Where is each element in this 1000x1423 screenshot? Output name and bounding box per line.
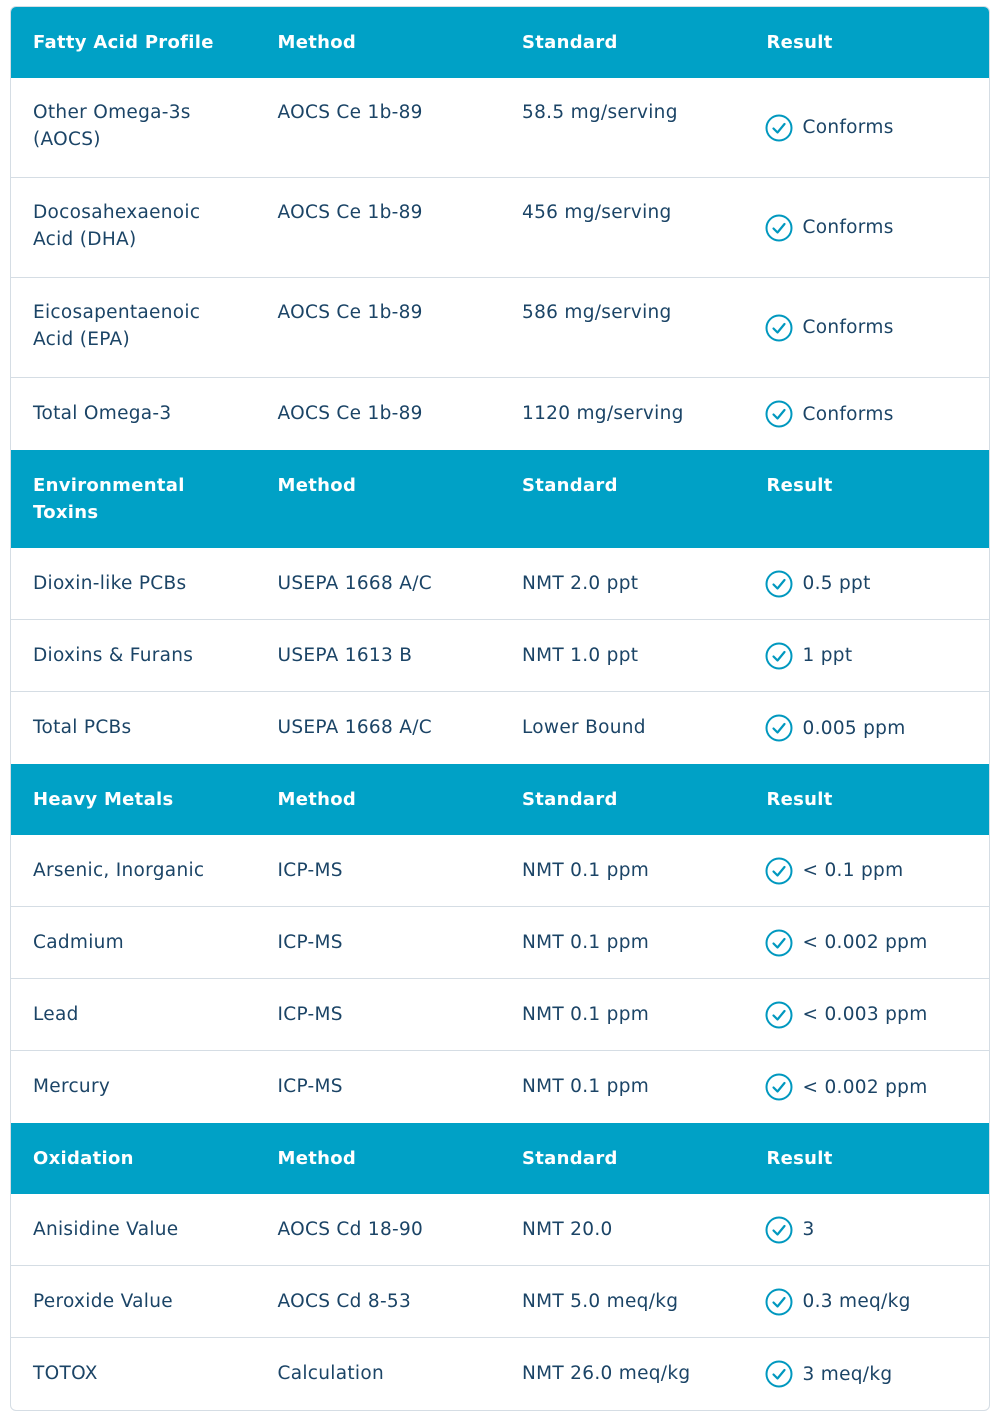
- check-circle-icon: [765, 314, 793, 342]
- method-value: USEPA 1613 B: [277, 645, 413, 666]
- header-method: Method: [277, 789, 357, 810]
- header-category: Fatty Acid Profile: [33, 32, 214, 53]
- section-header-environmental-toxins: [11, 450, 989, 548]
- analyte-name: Dioxin-like PCBs: [33, 573, 187, 594]
- result-value: 0.5 ppt: [802, 573, 871, 594]
- check-circle-icon: [765, 1288, 793, 1316]
- analyte-name: Total PCBs: [33, 717, 132, 738]
- result-cell: [745, 278, 990, 377]
- standard-value: NMT 5.0 meq/kg: [522, 1291, 679, 1312]
- result-value: < 0.002 ppm: [802, 1076, 928, 1098]
- result-cell: [745, 548, 990, 619]
- table-row: [11, 378, 989, 450]
- analyte-name: TOTOX: [33, 1363, 98, 1384]
- header-result: Result: [766, 1148, 833, 1169]
- analyte-name: Lead: [33, 1004, 79, 1025]
- table-row: [11, 979, 989, 1051]
- method-value: ICP-MS: [277, 860, 343, 881]
- check-circle-icon: [765, 1360, 793, 1388]
- analyte-name: Mercury: [33, 1076, 111, 1097]
- result-value: Conforms: [802, 117, 894, 138]
- analyte-name: Peroxide Value: [33, 1291, 173, 1312]
- table-row: [11, 620, 989, 692]
- check-circle-icon: [765, 570, 793, 598]
- result-cell: [745, 620, 990, 691]
- header-method: Method: [277, 32, 357, 53]
- check-circle-icon: [765, 929, 793, 957]
- analyte-name: Total Omega-3: [33, 403, 172, 424]
- header-method: Method: [277, 475, 357, 496]
- result-cell: [745, 178, 990, 277]
- result-value: Conforms: [802, 317, 894, 338]
- table-row: [11, 1266, 989, 1338]
- header-standard: Standard: [522, 32, 618, 53]
- analyte-name: Anisidine Value: [33, 1219, 179, 1240]
- analyte-name: Docosahexaenoic Acid (DHA): [33, 202, 201, 250]
- method-value: USEPA 1668 A/C: [277, 717, 432, 738]
- results-table: [10, 6, 990, 1411]
- check-circle-icon: [765, 400, 793, 428]
- result-cell: [745, 692, 990, 764]
- standard-value: Lower Bound: [522, 717, 646, 738]
- result-cell: [745, 1051, 990, 1123]
- result-cell: [745, 78, 990, 177]
- standard-value: NMT 2.0 ppt: [522, 573, 639, 594]
- table-row: [11, 1194, 989, 1266]
- standard-value: 58.5 mg/serving: [522, 102, 678, 123]
- analyte-name: Eicosapentaenoic Acid (EPA): [33, 302, 201, 350]
- table-row: [11, 278, 989, 378]
- result-value: < 0.1 ppm: [802, 860, 904, 881]
- standard-value: NMT 0.1 ppm: [522, 932, 650, 953]
- check-circle-icon: [765, 857, 793, 885]
- check-circle-icon: [765, 1001, 793, 1029]
- standard-value: 586 mg/serving: [522, 302, 672, 323]
- analyte-name: Dioxins & Furans: [33, 645, 194, 666]
- result-cell: [745, 1338, 990, 1410]
- header-result: Result: [766, 32, 833, 53]
- check-circle-icon: [765, 1216, 793, 1244]
- method-value: Calculation: [277, 1363, 385, 1384]
- method-value: ICP-MS: [277, 1076, 343, 1097]
- result-cell: [745, 378, 990, 450]
- table-row: [11, 907, 989, 979]
- check-circle-icon: [765, 214, 793, 242]
- result-cell: [745, 835, 990, 906]
- result-value: 3: [802, 1219, 815, 1240]
- header-result: Result: [766, 789, 833, 810]
- result-value: 0.3 meq/kg: [802, 1291, 911, 1312]
- table-row: [11, 692, 989, 764]
- method-value: ICP-MS: [277, 1004, 343, 1025]
- analyte-name: Arsenic, Inorganic: [33, 860, 205, 881]
- header-category: Heavy Metals: [33, 789, 174, 810]
- result-value: < 0.002 ppm: [802, 932, 928, 953]
- standard-value: 1120 mg/serving: [522, 403, 684, 424]
- result-cell: [745, 1194, 990, 1265]
- check-circle-icon: [765, 1073, 793, 1101]
- standard-value: NMT 0.1 ppm: [522, 1004, 650, 1025]
- standard-value: NMT 1.0 ppt: [522, 645, 639, 666]
- analyte-name: Other Omega-3s (AOCS): [33, 102, 191, 150]
- method-value: AOCS Ce 1b-89: [277, 102, 423, 123]
- check-circle-icon: [765, 714, 793, 742]
- standard-value: NMT 0.1 ppm: [522, 860, 650, 881]
- result-value: 0.005 ppm: [802, 717, 906, 739]
- check-circle-icon: [765, 642, 793, 670]
- standard-value: NMT 0.1 ppm: [522, 1076, 650, 1097]
- result-value: Conforms: [802, 217, 894, 238]
- header-category: Environmental Toxins: [33, 475, 185, 523]
- method-value: AOCS Ce 1b-89: [277, 302, 423, 323]
- method-value: AOCS Ce 1b-89: [277, 202, 423, 223]
- method-value: AOCS Ce 1b-89: [277, 403, 423, 424]
- result-cell: [745, 907, 990, 978]
- standard-value: NMT 26.0 meq/kg: [522, 1363, 691, 1384]
- analyte-name: Cadmium: [33, 932, 125, 953]
- result-value: 1 ppt: [802, 645, 853, 666]
- method-value: AOCS Cd 8-53: [277, 1291, 412, 1312]
- section-header-oxidation: [11, 1123, 989, 1194]
- table-row: [11, 548, 989, 620]
- table-row: [11, 1338, 989, 1410]
- method-value: USEPA 1668 A/C: [277, 573, 432, 594]
- header-standard: Standard: [522, 789, 618, 810]
- table-row: [11, 178, 989, 278]
- result-value: 3 meq/kg: [802, 1363, 893, 1385]
- header-standard: Standard: [522, 1148, 618, 1169]
- table-row: [11, 835, 989, 907]
- result-cell: [745, 1266, 990, 1337]
- header-result: Result: [766, 475, 833, 496]
- result-value: < 0.003 ppm: [802, 1004, 928, 1025]
- standard-value: 456 mg/serving: [522, 202, 672, 223]
- table-row: [11, 1051, 989, 1123]
- header-standard: Standard: [522, 475, 618, 496]
- method-value: AOCS Cd 18-90: [277, 1219, 424, 1240]
- standard-value: NMT 20.0: [522, 1219, 613, 1240]
- section-header-heavy-metals: [11, 764, 989, 835]
- header-category: Oxidation: [33, 1148, 134, 1169]
- table-row: [11, 78, 989, 178]
- check-circle-icon: [765, 114, 793, 142]
- method-value: ICP-MS: [277, 932, 343, 953]
- result-value: Conforms: [802, 403, 894, 425]
- section-header-fatty-acid-profile: [11, 7, 989, 78]
- header-method: Method: [277, 1148, 357, 1169]
- result-cell: [745, 979, 990, 1050]
